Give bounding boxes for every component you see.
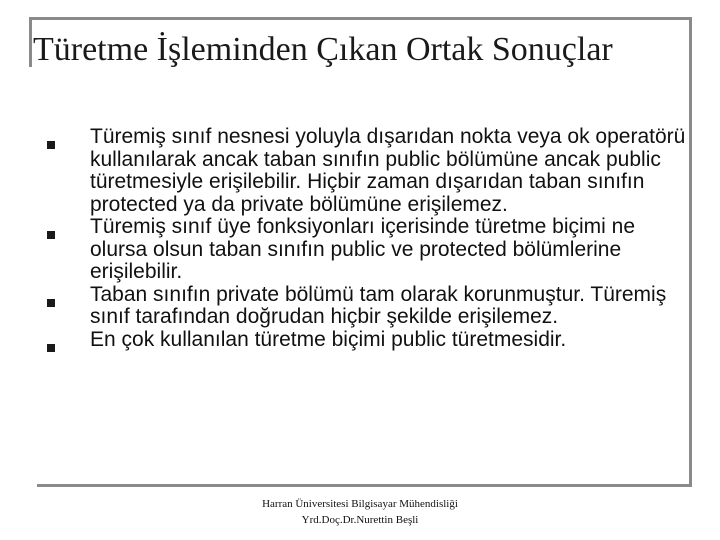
bullet-list: [44, 126, 694, 351]
slide-footer: [200, 496, 520, 528]
frame-line-left: [29, 17, 32, 67]
square-bullet-icon: [47, 344, 55, 352]
footer-author: Yrd.Doç.Dr.Nurettin Beşli: [301, 514, 419, 526]
slide-title: Türetme İşleminden Çıkan Ortak Sonuçlar: [33, 31, 613, 68]
frame-line-bottom: [37, 484, 692, 487]
bullet-item: [44, 329, 694, 352]
bullet-text: Türemiş sınıf nesnesi yoluyla dışarıdan nokta veya ok operatörü kullanılarak ancak taban sınıfın public bölümüne ancak public türetmesiyle erişilebilir. Hiçbir zaman dışarıdan taban sınıfın protected ya da private bölümüne erişilemez.: [90, 125, 686, 216]
bullet-text: Taban sınıfın private bölümü tam olarak korunmuştur. Türemiş sınıf tarafından doğrudan hiçbir şekilde erişilemez.: [90, 282, 667, 328]
bullet-item: [44, 216, 694, 284]
square-bullet-icon: [47, 299, 55, 307]
square-bullet-icon: [47, 231, 55, 239]
bullet-item: [44, 284, 694, 329]
bullet-item: [44, 126, 694, 216]
bullet-text: En çok kullanılan türetme biçimi public türetmesidir.: [90, 327, 567, 351]
footer-institution: Harran Üniversitesi Bilgisayar Mühendisliği: [262, 498, 458, 510]
bullet-text: Türemiş sınıf üye fonksiyonları içerisinde türetme biçimi ne olursa olsun taban sınıfın public ve protected bölümlerine erişilebilir.: [90, 215, 636, 283]
square-bullet-icon: [47, 141, 55, 149]
frame-line-top: [29, 17, 692, 20]
